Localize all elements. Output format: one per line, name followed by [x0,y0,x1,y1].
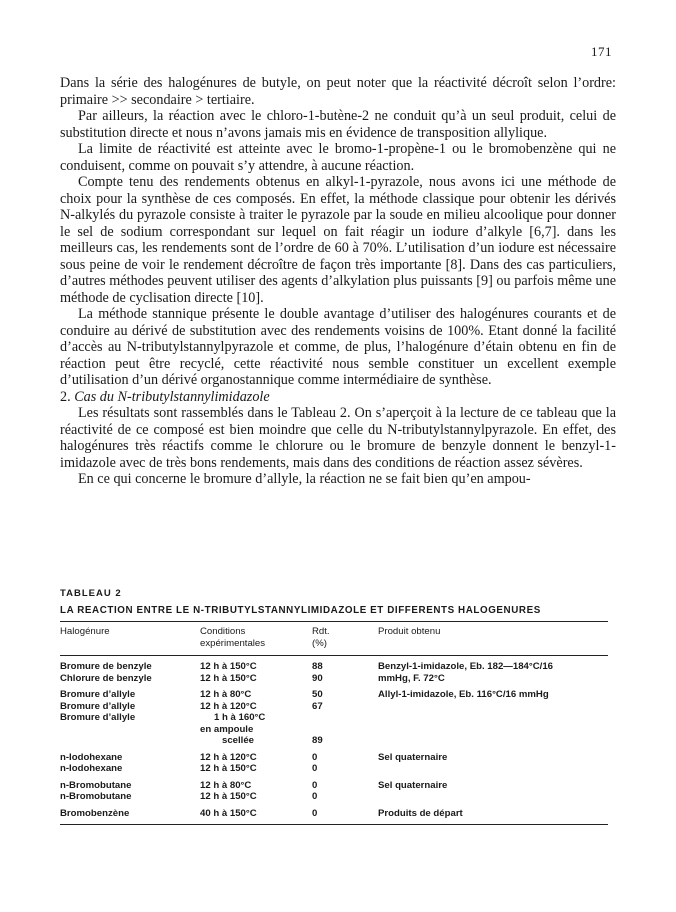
cell-produit [378,791,608,803]
paragraph-chlorobutene: Par ailleurs, la réaction avec le chloro-1-butène-2 ne conduit qu’à un seul produit, celui de substitution directe et nous n’avons jamais mis en évidence de transposition allylique. [60,108,616,141]
section-title: Cas du N-tributylstannylimidazole [74,388,270,405]
cell-rdt: 50 [312,689,323,700]
cell-rdt: 0 [312,751,318,763]
cell-halogenure: n-Bromobutane [60,791,132,802]
cell-halogenure: n-Bromobutane [60,779,132,791]
paragraph-butyl-halides: Dans la série des halogénures de butyle, on peut noter que la réactivité décroît selon l’ordre: primaire >> secondaire > tertiaire. [60,75,616,108]
cell-halogenure: n-Iodohexane [60,763,123,774]
cell-halogenure: Bromure d’allyle [60,700,136,712]
cell-produit [378,735,608,747]
body-text [60,75,616,488]
cell-halogenure [60,724,200,736]
table-row [60,701,608,713]
cell-produit [378,701,608,713]
header-halogenure: Halogénure [60,622,200,656]
table-row [60,791,608,803]
cell-conditions: en ampoule [200,723,254,735]
cell-produit: Benzyl-1-imidazole, Eb. 182—184°C/16 [378,661,553,672]
cell-conditions: 12 h à 120°C [200,700,257,712]
cell-produit [378,724,608,736]
cell-conditions: 12 h à 150°C [200,791,257,802]
cell-halogenure: n-Iodohexane [60,751,123,763]
cell-conditions: 12 h à 80°C [200,779,252,791]
table-row [60,775,608,792]
cell-rdt: 67 [312,700,323,712]
cell-conditions: 12 h à 80°C [200,689,252,700]
cell-rdt: 0 [312,763,318,774]
cell-conditions: 12 h à 150°C [200,661,257,672]
cell-rdt: 0 [312,779,318,791]
table-caption: LA REACTION ENTRE LE N-TRIBUTYLSTANNYLIMIDAZOLE ET DIFFERENTS HALOGENURES [60,605,541,616]
results-table [60,622,608,825]
cell-conditions: 1 h à 160°C [214,712,266,723]
table-row [60,656,608,673]
cell-conditions: 12 h à 120°C [200,751,257,763]
cell-rdt: 89 [312,735,323,746]
cell-conditions: 12 h à 150°C [200,672,257,684]
page-number: 171 [591,44,612,59]
table-row [60,735,608,747]
table-row [60,724,608,736]
section-number: 2. [60,388,71,405]
table-row [60,803,608,825]
cell-produit: mmHg, F. 72°C [378,672,445,684]
cell-conditions: 12 h à 150°C [200,763,257,774]
cell-rdt [312,712,378,724]
cell-produit: Allyl-1-imidazole, Eb. 116°C/16 mmHg [378,689,549,700]
cell-rdt: 0 [312,791,318,802]
header-conditions: Conditions expérimentales [200,622,312,656]
paragraph-stannic-method: La méthode stannique présente le double avantage d’utiliser des halogénures courants et de conduire au dérivé de substitution avec des rendements voisins de 100%. Etant donné la facilité d’accès au N-tributylstannylpyrazole et comme, de plus, l’halogénure d’étain obtenu en fin de réaction peut être recyclé, cette réactivité nous semble constituer un excellent exemple d’utilisation d’un dérivé organostannique comme intermédiaire de synthèse. [60,306,616,388]
table-row [60,747,608,764]
table-header-row [60,622,608,656]
cell-produit [378,712,608,724]
cell-halogenure: Bromure d’allyle [60,689,136,700]
paragraph-allyl-bromide: En ce qui concerne le bromure d’allyle, la réaction ne se fait bien qu’en ampou- [78,471,531,487]
cell-halogenure: Chlorure de benzyle [60,672,152,684]
cell-rdt: 88 [312,661,323,672]
cell-halogenure: Bromure d’allyle [60,712,136,723]
section-heading [60,389,616,406]
header-produit: Produit obtenu [378,622,608,656]
cell-produit [378,763,608,775]
cell-halogenure: Bromobenzène [60,803,200,825]
cell-conditions: scellée [222,735,255,746]
table-label: TABLEAU 2 [60,588,122,599]
table-row [60,684,608,701]
cell-rdt [312,724,378,736]
cell-rdt: 0 [312,803,378,825]
cell-produit: Sel quaternaire [378,751,448,763]
cell-conditions: 40 h à 150°C [200,803,312,825]
paragraph-reactivity-limit: La limite de réactivité est atteinte avec le bromo-1-propène-1 ou le bromobenzène qui ne conduisent, comme on pouvait s’y attendre, à aucune réaction. [60,141,616,174]
cell-produit: Sel quaternaire [378,779,448,791]
paragraph-yields-method: Compte tenu des rendements obtenus en alkyl-1-pyrazole, nous avons ici une méthode de choix pour la synthèse de ces composés. En effet, la méthode classique pour obtenir les dérivés N-alkylés du pyrazole consiste à traiter le pyrazole par la soude en milieu alcoolique pour donner le sel de sodium correspondant sur lequel on fait réagir un iodure d’alkyle [6,7]. dans les meilleurs cas, les rendements sont de l’ordre de 60 à 70%. L’utilisation d’un iodure est nécessaire sous peine de voir le rendement décroître de façon très importante [8]. Dans des cas particuliers, d’autres méthodes peuvent utiliser des agents d’alkylation plus puissants [9] ou parfois même une méthode de cyclisation directe [10]. [60,174,616,306]
table-2 [60,588,608,825]
paragraph-results: Les résultats sont rassemblés dans le Tableau 2. On s’aperçoit à la lecture de ce tableau que la réactivité de ce composé est bien moindre que celle du N-tributylstannylpyrazole. En effet, des halogénures très réactifs comme le chlorure ou le bromure de benzyle donnent le benzyl-1-imidazole avec de très bons rendements, mais dans des conditions de réaction assez sévères. [60,405,616,471]
table-row [60,712,608,724]
cell-halogenure [60,735,200,747]
header-rdt: Rdt. (%) [312,622,378,656]
table-row [60,763,608,775]
cell-halogenure: Bromure de benzyle [60,661,152,672]
table-row [60,673,608,685]
cell-produit: Produits de départ [378,803,608,825]
cell-rdt: 90 [312,672,323,684]
